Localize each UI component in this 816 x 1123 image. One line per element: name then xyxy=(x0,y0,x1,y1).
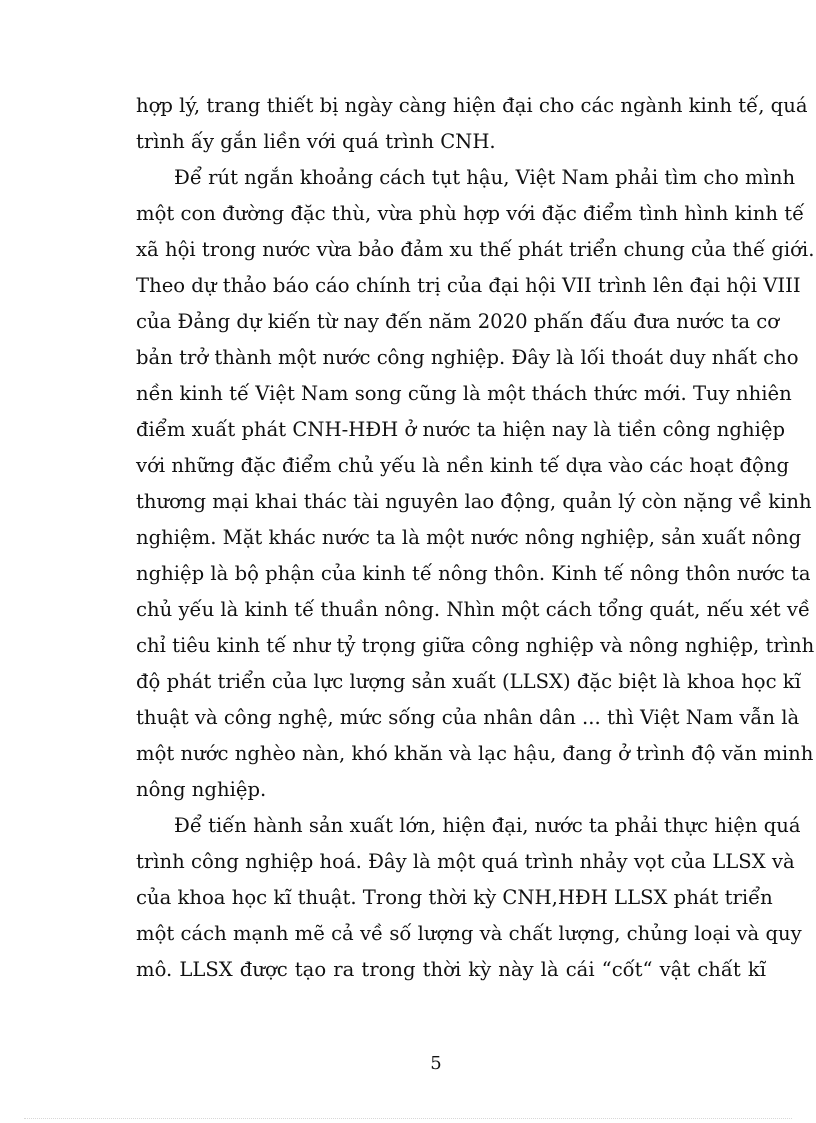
text-line: thuật và công nghệ, mức sống của nhân dân ... thì Việt Nam vẫn là xyxy=(136,706,800,729)
text-line: trình ấy gắn liền với quá trình CNH. xyxy=(136,130,496,153)
text-line: độ phát triển của lực lượng sản xuất (LLSX) đặc biệt là khoa học kĩ xyxy=(136,670,801,693)
body-text xyxy=(136,88,815,988)
text-line: trình công nghiệp hoá. Đây là một quá trình nhảy vọt của LLSX và xyxy=(136,850,795,873)
text-line: của khoa học kĩ thuật. Trong thời kỳ CNH,HĐH LLSX phát triển xyxy=(136,886,773,909)
text-line: nền kinh tế Việt Nam song cũng là một thách thức mới. Tuy nhiên xyxy=(136,382,792,405)
text-line: xã hội trong nước vừa bảo đảm xu thế phát triển chung của thế giới. xyxy=(136,238,815,261)
text-line: hợp lý, trang thiết bị ngày càng hiện đại cho các ngành kinh tế, quá xyxy=(136,94,808,117)
text-line: một nước nghèo nàn, khó khăn và lạc hậu, đang ở trình độ văn minh xyxy=(136,742,814,765)
page-bottom-divider xyxy=(24,1118,792,1119)
text-line: bản trở thành một nước công nghiệp. Đây là lối thoát duy nhất cho xyxy=(136,346,799,369)
text-line: một cách mạnh mẽ cả về số lượng và chất lượng, chủng loại và quy xyxy=(136,922,802,945)
paragraph-first-line: Để rút ngắn khoảng cách tụt hậu, Việt Nam phải tìm cho mình xyxy=(174,166,796,189)
text-line: nông nghiệp. xyxy=(136,778,267,801)
text-line: một con đường đặc thù, vừa phù hợp với đặc điểm tình hình kinh tế xyxy=(136,202,805,225)
text-line: thương mại khai thác tài nguyên lao động, quản lý còn nặng về kinh xyxy=(136,490,812,513)
text-line: Theo dự thảo báo cáo chính trị của đại hội VII trình lên đại hội VIII xyxy=(136,274,801,297)
paragraph-first-line: Để tiến hành sản xuất lớn, hiện đại, nước ta phải thực hiện quá xyxy=(174,814,801,837)
text-line: với những đặc điểm chủ yếu là nền kinh tế dựa vào các hoạt động xyxy=(136,454,789,477)
text-line: nghiệm. Mặt khác nước ta là một nước nông nghiệp, sản xuất nông xyxy=(136,526,802,549)
text-line: chủ yếu là kinh tế thuần nông. Nhìn một cách tổng quát, nếu xét về xyxy=(136,598,811,621)
page-number: 5 xyxy=(430,1053,442,1074)
text-line: mô. LLSX được tạo ra trong thời kỳ này là cái “cốt“ vật chất kĩ xyxy=(136,958,766,981)
text-line: nghiệp là bộ phận của kinh tế nông thôn. Kinh tế nông thôn nước ta xyxy=(136,562,811,585)
text-line: chỉ tiêu kinh tế như tỷ trọng giữa công nghiệp và nông nghiệp, trình xyxy=(136,634,815,657)
text-line: của Đảng dự kiến từ nay đến năm 2020 phấn đấu đưa nước ta cơ xyxy=(136,310,780,333)
text-line: điểm xuất phát CNH-HĐH ở nước ta hiện nay là tiền công nghiệp xyxy=(136,418,785,441)
